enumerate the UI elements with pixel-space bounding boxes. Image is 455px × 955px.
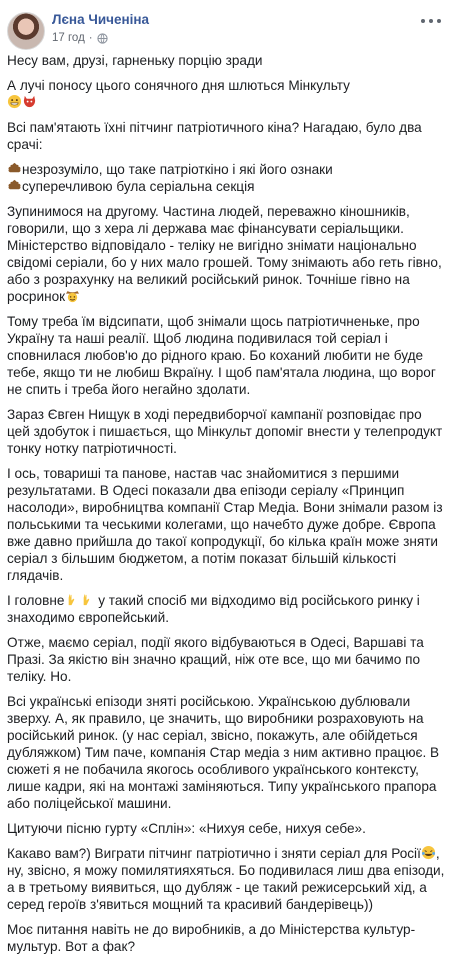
author-name[interactable]: Лєна Чиченіна: [52, 12, 150, 27]
meta-separator: ·: [88, 32, 93, 44]
more-options-icon[interactable]: [421, 14, 441, 28]
criticism-line-2: суперечливою була серіальна секція: [22, 179, 255, 194]
hand-sign-icon: [79, 592, 94, 607]
post-paragraph: Зупинимося на другому. Частина людей, переважно кіношників, говорили, що з хера лі держава має фінансувати серіальщики. Міністерство відповідало - теліку не вигідно знімати національно свідомі серіали, бо у них мало грошей. Тому знімають або геть гівно, або з розрахунку на великий російський ринок. Точніше гівно на росринок: [7, 204, 442, 304]
post-header: [0, 6, 455, 52]
post-timestamp[interactable]: 17 год: [52, 32, 85, 44]
poop-icon: [7, 161, 22, 176]
post-paragraph: І ось, товариші та панове, настав час знайомитися з першими результатами. В Одесі показали два епізоди серіалу «Принцип насолоди», виробництва компанії Стар Медіа. Вони знімали разом із польськими та чеськими колегами, що начебто дуже добре. Європа вже давно прийшла до такої копродукції, бо кілька країн може зняти серіал з більшим бюджетом, а потім показат більшій кількості глядачів.: [7, 466, 443, 583]
globe-icon: [97, 33, 108, 44]
post-paragraph: Всі пам'ятають їхні пітчинг патріотичного кіна? Нагадаю, було два срачі:: [7, 120, 422, 152]
post-paragraph: Какаво вам?) Виграти пітчинг патріотично і зняти серіал для Росії , ну, звісно, я можу помилятияхяться. Бо подивилася лиш два епізоди, а в третьому виявиться, що дубляж - це такий режисерський хід, а серед героїв з'явиться мощний та красивий бандерівець)): [7, 846, 445, 912]
post-body: [0, 52, 455, 955]
grin-face-icon: [7, 94, 22, 109]
post-paragraph: Отже, маємо серіал, події якого відбуваються в Одесі, Варшаві та Празі. За якістю він значно кращий, ніж оте все, що ми бачимо по теліку. Но.: [7, 635, 424, 684]
hand-sign-icon: [64, 592, 79, 607]
post-paragraph: А лучі поносу цього сонячного дня шлються Мінкульту: [7, 77, 447, 111]
post-paragraph: Несу вам, друзі, гарненьку порцію зради: [7, 53, 263, 68]
cowboy-face-icon: [65, 288, 80, 303]
post-paragraph: Тому треба їм відсипати, щоб знімали щось патріотичненьке, про Україну та наші реалії. Щоб людина подивилася той серіал і сповнилася любов'ю до рідного краю. Бо коханий любити не буде тебе, якщо ти не любиш Вкраїну. І щоб пам'ятала людина, що ворог не спить і треба його негайно здолати.: [7, 314, 436, 397]
tears-joy-face-icon: [421, 845, 436, 860]
devil-mask-icon: [22, 94, 37, 109]
post-meta: [52, 32, 108, 44]
poop-icon: [7, 178, 22, 193]
author-avatar[interactable]: [7, 12, 45, 50]
criticism-line-1: незрозуміло, що таке патріоткіно і які його ознаки: [22, 162, 333, 177]
post-paragraph: Зараз Євген Нищук в ході передвиборчої кампанії розповідає про цей здобуток і пишається, що Мінкульт допоміг внести у телепродукт тонку нотку патріотичності.: [7, 407, 443, 456]
post-paragraph: Цитуючи пісню гурту «Сплін»: «Нихуя себе, нихуя себе».: [7, 821, 366, 836]
post-paragraph: Моє питання навіть не до виробників, а до Міністерства культур-мультур. Вот а фак?: [7, 922, 416, 954]
post-paragraph: [7, 161, 447, 195]
post-paragraph: І головне у такий спосіб ми відходимо від російського ринку і знаходимо європейський.: [7, 593, 420, 625]
post-paragraph: Всі українські епізоди зняті російською. Українською дублювали зверху. А, як правило, це значить, що виробники розраховують на російський ринок. (у нас серіал, звісно, покажуть, але обійдеться дубляжком) Тим паче, компанія Стар медіа з ним активно працює. В сюжеті я не побачила якогось особливого українського контексту, лише кадри, які на монтажі заміняються. Типу українського прапора або поліцейської машини.: [7, 694, 440, 811]
